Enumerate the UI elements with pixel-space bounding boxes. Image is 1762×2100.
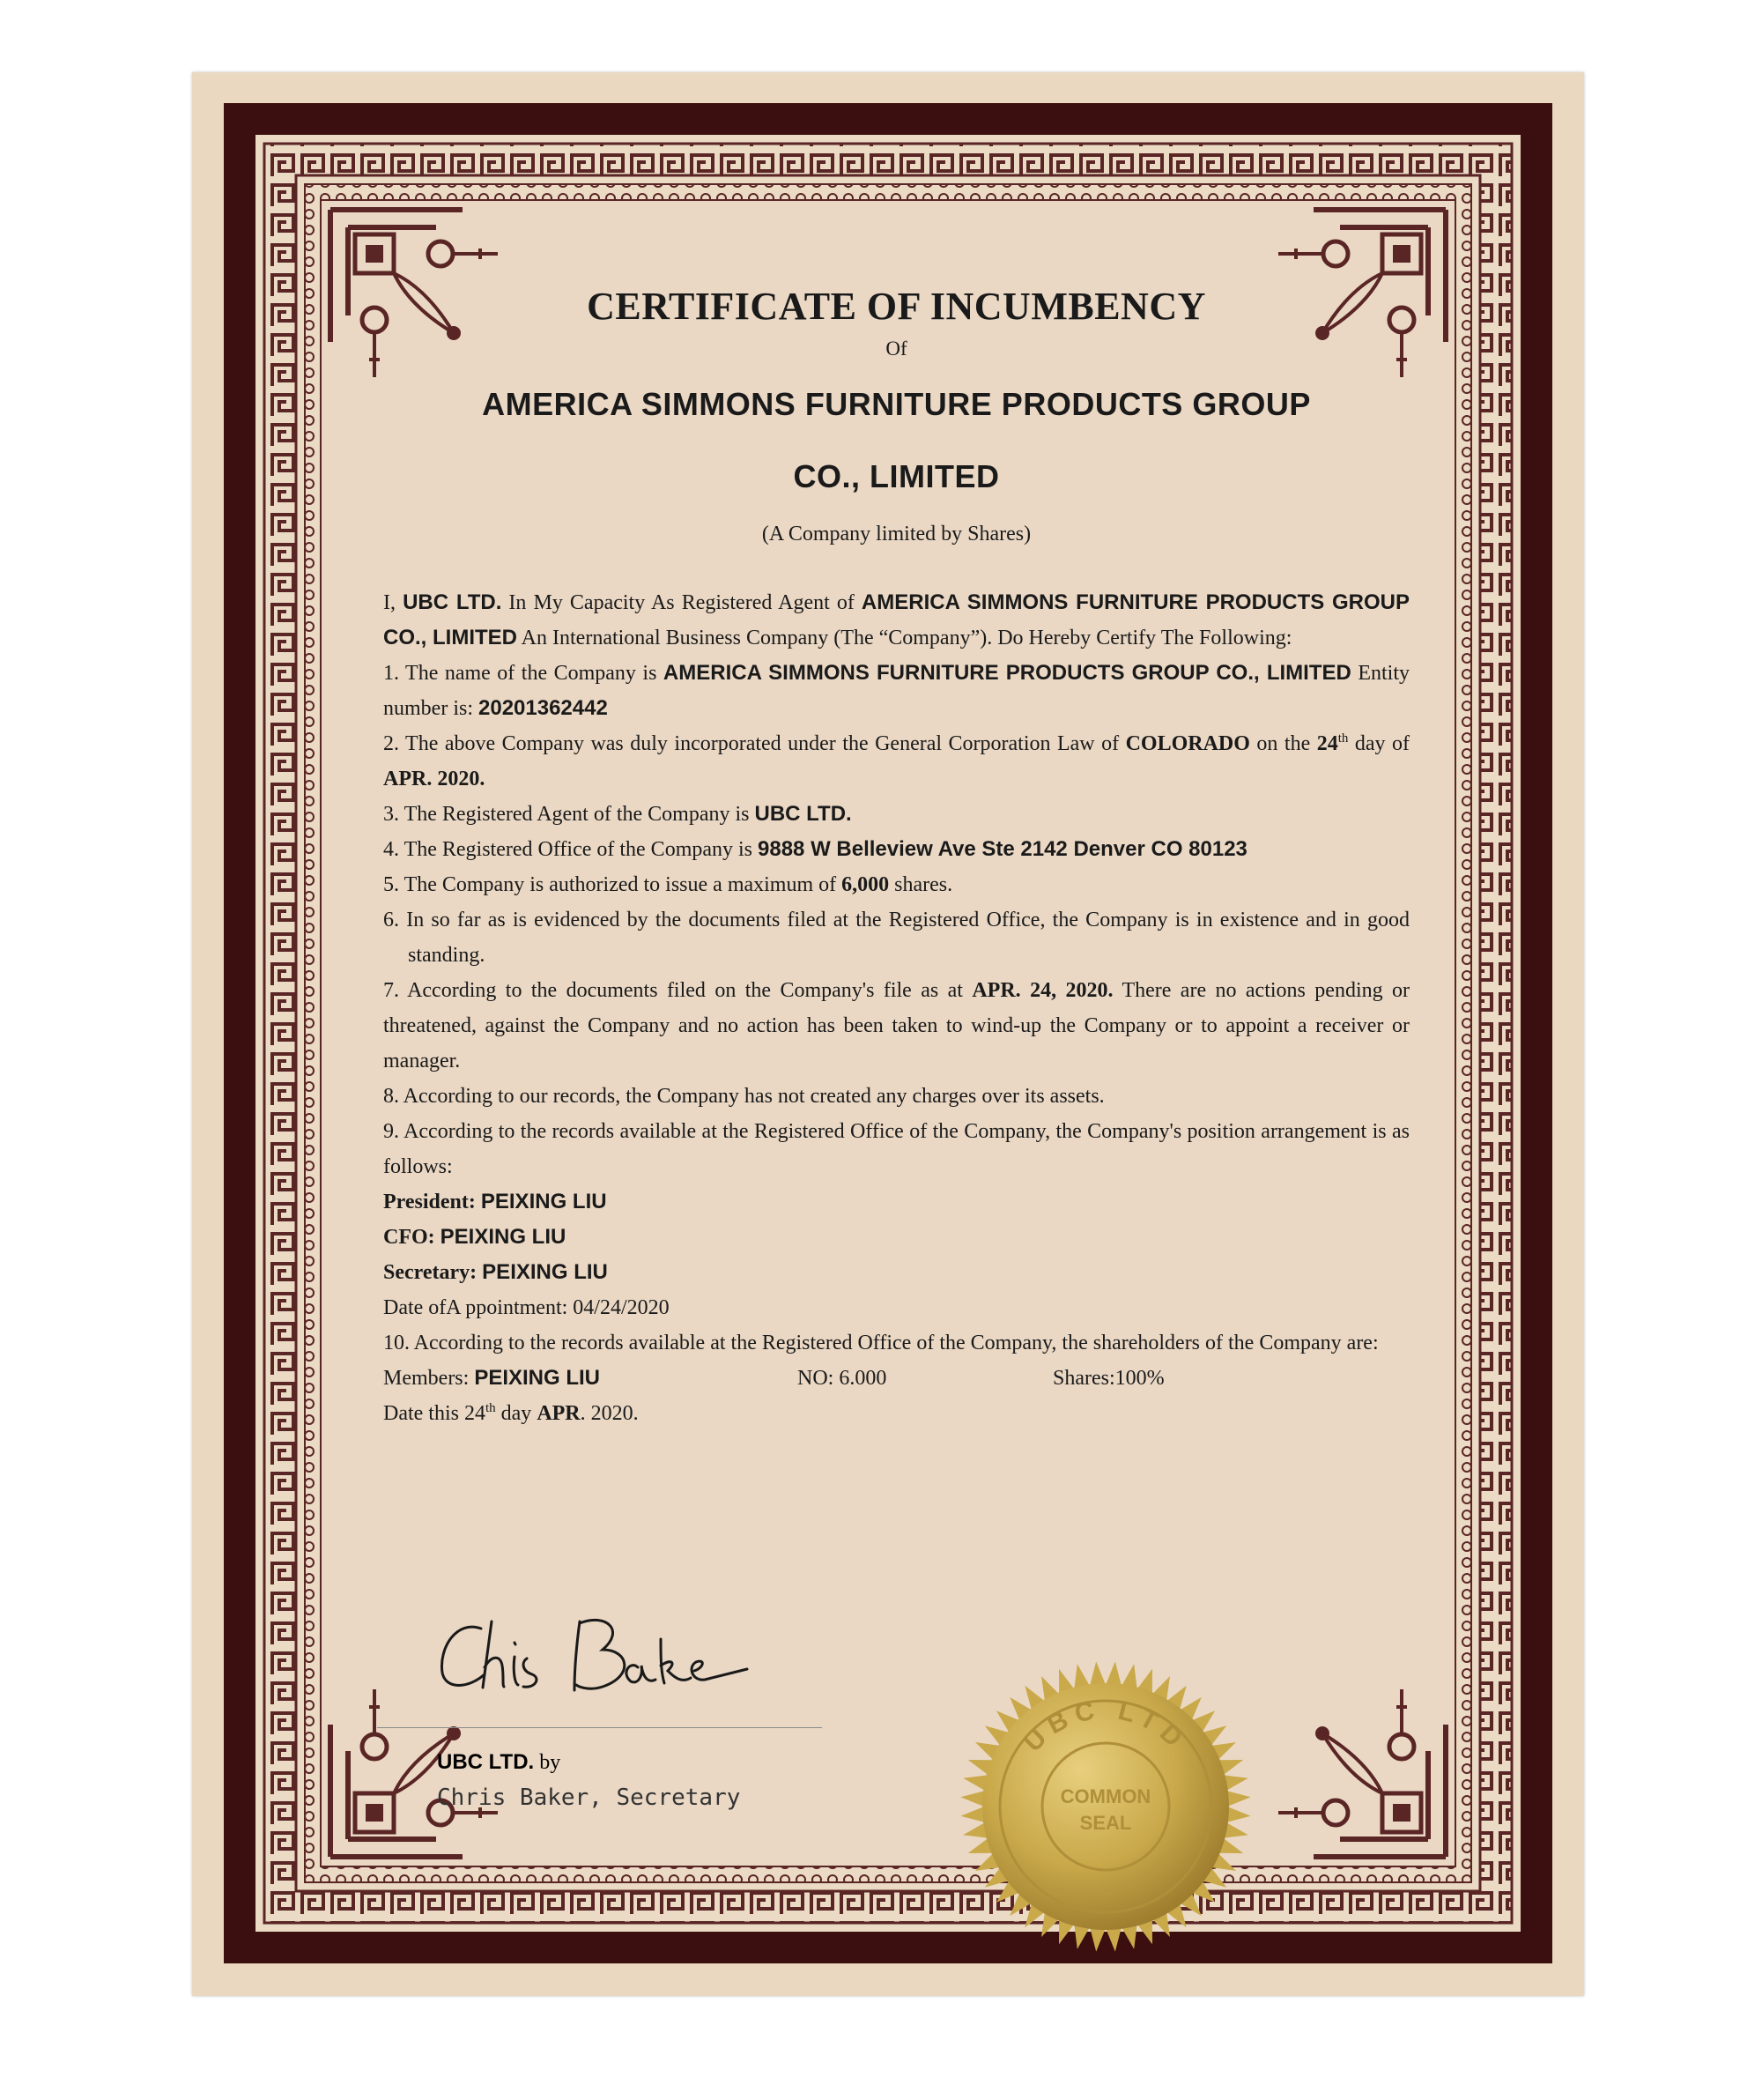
item-4-text: 4. The Registered Office of the Company is (383, 838, 759, 861)
members-label: Members: (383, 1367, 475, 1390)
registered-office-address: 9888 W Belleview Ave Ste 2142 Denver CO 80123 (758, 837, 1247, 861)
company-type-subtitle: (A Company limited by Shares) (761, 523, 1032, 545)
item-2 (383, 726, 1410, 797)
member-share-number: NO: 6.000 (797, 1367, 887, 1390)
intro-text-c: An International Business Company (The “Company”). Do Hereby Certify The Following: (517, 627, 1292, 649)
item-8: 8. According to our records, the Company has not created any charges over its assets. (383, 1085, 1105, 1108)
item-7 (383, 973, 1410, 1079)
dated-text-b: day (495, 1402, 537, 1425)
item-4 (383, 832, 1410, 867)
intro-paragraph (383, 585, 1410, 656)
item-2-text: 2. The above Company was duly incorporated under the General Corporation Law of (383, 732, 1126, 755)
member-entry (383, 1361, 797, 1396)
officer-secretary (383, 1255, 1410, 1290)
officer-president (383, 1184, 1410, 1220)
item-1 (383, 656, 1410, 726)
item-2-date: APR. 2020. (383, 768, 485, 790)
officer-cfo (383, 1220, 1410, 1255)
item-2-day: 24 (1316, 732, 1338, 755)
officer-name: PEIXING LIU (482, 1260, 608, 1284)
company-name-line-1: AMERICA SIMMONS FURNITURE PRODUCTS GROUP (482, 386, 1311, 422)
signature-line (377, 1727, 822, 1728)
item-3 (383, 797, 1410, 832)
officer-name: PEIXING LIU (440, 1225, 566, 1249)
company-name-heading (383, 368, 1410, 513)
dated-line (383, 1396, 1410, 1431)
intro-text-b: In My Capacity As Registered Agent of (501, 591, 862, 614)
registered-agent: UBC LTD. (754, 802, 852, 826)
certificate-content (383, 256, 1410, 1431)
intro-agent: UBC LTD. (403, 590, 502, 614)
officer-role: Secretary: (383, 1261, 483, 1284)
member-name: PEIXING LIU (474, 1366, 600, 1390)
item-1-company: AMERICA SIMMONS FURNITURE PRODUCTS GROUP CO., LIMITED (663, 661, 1351, 685)
item-7-text-b: There are no actions pending or threatened, against the Company and no action has been taken to wind-up the Company or to appoint a receiver or manager. (383, 979, 1410, 1072)
signatory-company (437, 1745, 560, 1780)
seal-inner-line-1: COMMON (1060, 1785, 1151, 1807)
member-share-percent: Shares:100% (1053, 1367, 1165, 1390)
signatory-by: by (534, 1751, 561, 1774)
appointment-date: Date ofA ppointment: 04/24/2020 (383, 1296, 670, 1319)
officer-role: President: (383, 1191, 481, 1213)
item-2-day-suffix: th (1337, 731, 1349, 746)
item-10: 10. According to the records available at the Registered Office of the Company, the shareholders of the Company are: (383, 1332, 1379, 1354)
common-seal (956, 1657, 1255, 1956)
item-3-text: 3. The Registered Agent of the Company is (383, 803, 755, 826)
item-1-text-b: Entity number is: (383, 662, 1410, 720)
signatory-name-title: Chris Baker, Secretary (437, 1785, 741, 1811)
certificate-body (383, 585, 1410, 1431)
officer-name: PEIXING LIU (480, 1190, 607, 1213)
intro-text-a: I, (383, 591, 403, 614)
item-7-text: 7. According to the documents filed on the Company's file as at (383, 979, 973, 1002)
dated-month: APR (537, 1402, 581, 1425)
item-7-date: APR. 24, 2020. (972, 979, 1114, 1002)
item-2-text-c: day of (1348, 732, 1410, 755)
signatory-company-name: UBC LTD. (437, 1750, 535, 1774)
item-9: 9. According to the records available at the Registered Office of the Company, the Company's position arrangement is as follows: (383, 1120, 1410, 1178)
company-name-line-2: CO., LIMITED (793, 458, 1000, 494)
seal-inner-line-2: SEAL (1079, 1812, 1132, 1834)
item-1-text: 1. The name of the Company is (383, 662, 663, 685)
incorporation-state: COLORADO (1125, 732, 1250, 755)
dated-day-suffix: th (485, 1401, 496, 1415)
intro-company: AMERICA SIMMONS FURNITURE PRODUCTS GROUP CO., LIMITED (383, 590, 1410, 649)
seal-outer-text: UBC LTD (1018, 1695, 1194, 1758)
of-label: Of (885, 338, 907, 360)
members-row (383, 1361, 1410, 1396)
officer-role: CFO: (383, 1226, 440, 1249)
entity-number: 20201362442 (478, 696, 608, 720)
handwritten-signature (430, 1604, 765, 1710)
dated-day: 24 (463, 1402, 485, 1425)
certificate-title: CERTIFICATE OF INCUMBENCY (587, 285, 1206, 328)
item-5-text-b: shares. (889, 873, 953, 896)
authorized-shares: 6,000 (841, 873, 890, 896)
item-5-text: 5. The Company is authorized to issue a maximum of (383, 873, 842, 896)
dated-text: Date this (383, 1402, 464, 1425)
item-5 (383, 867, 1410, 902)
item-2-text-b: on the (1249, 732, 1317, 755)
dated-year: . 2020. (580, 1402, 639, 1425)
item-6: 6. In so far as is evidenced by the documents filed at the Registered Office, the Company is in existence and in good standing. (383, 909, 1410, 967)
